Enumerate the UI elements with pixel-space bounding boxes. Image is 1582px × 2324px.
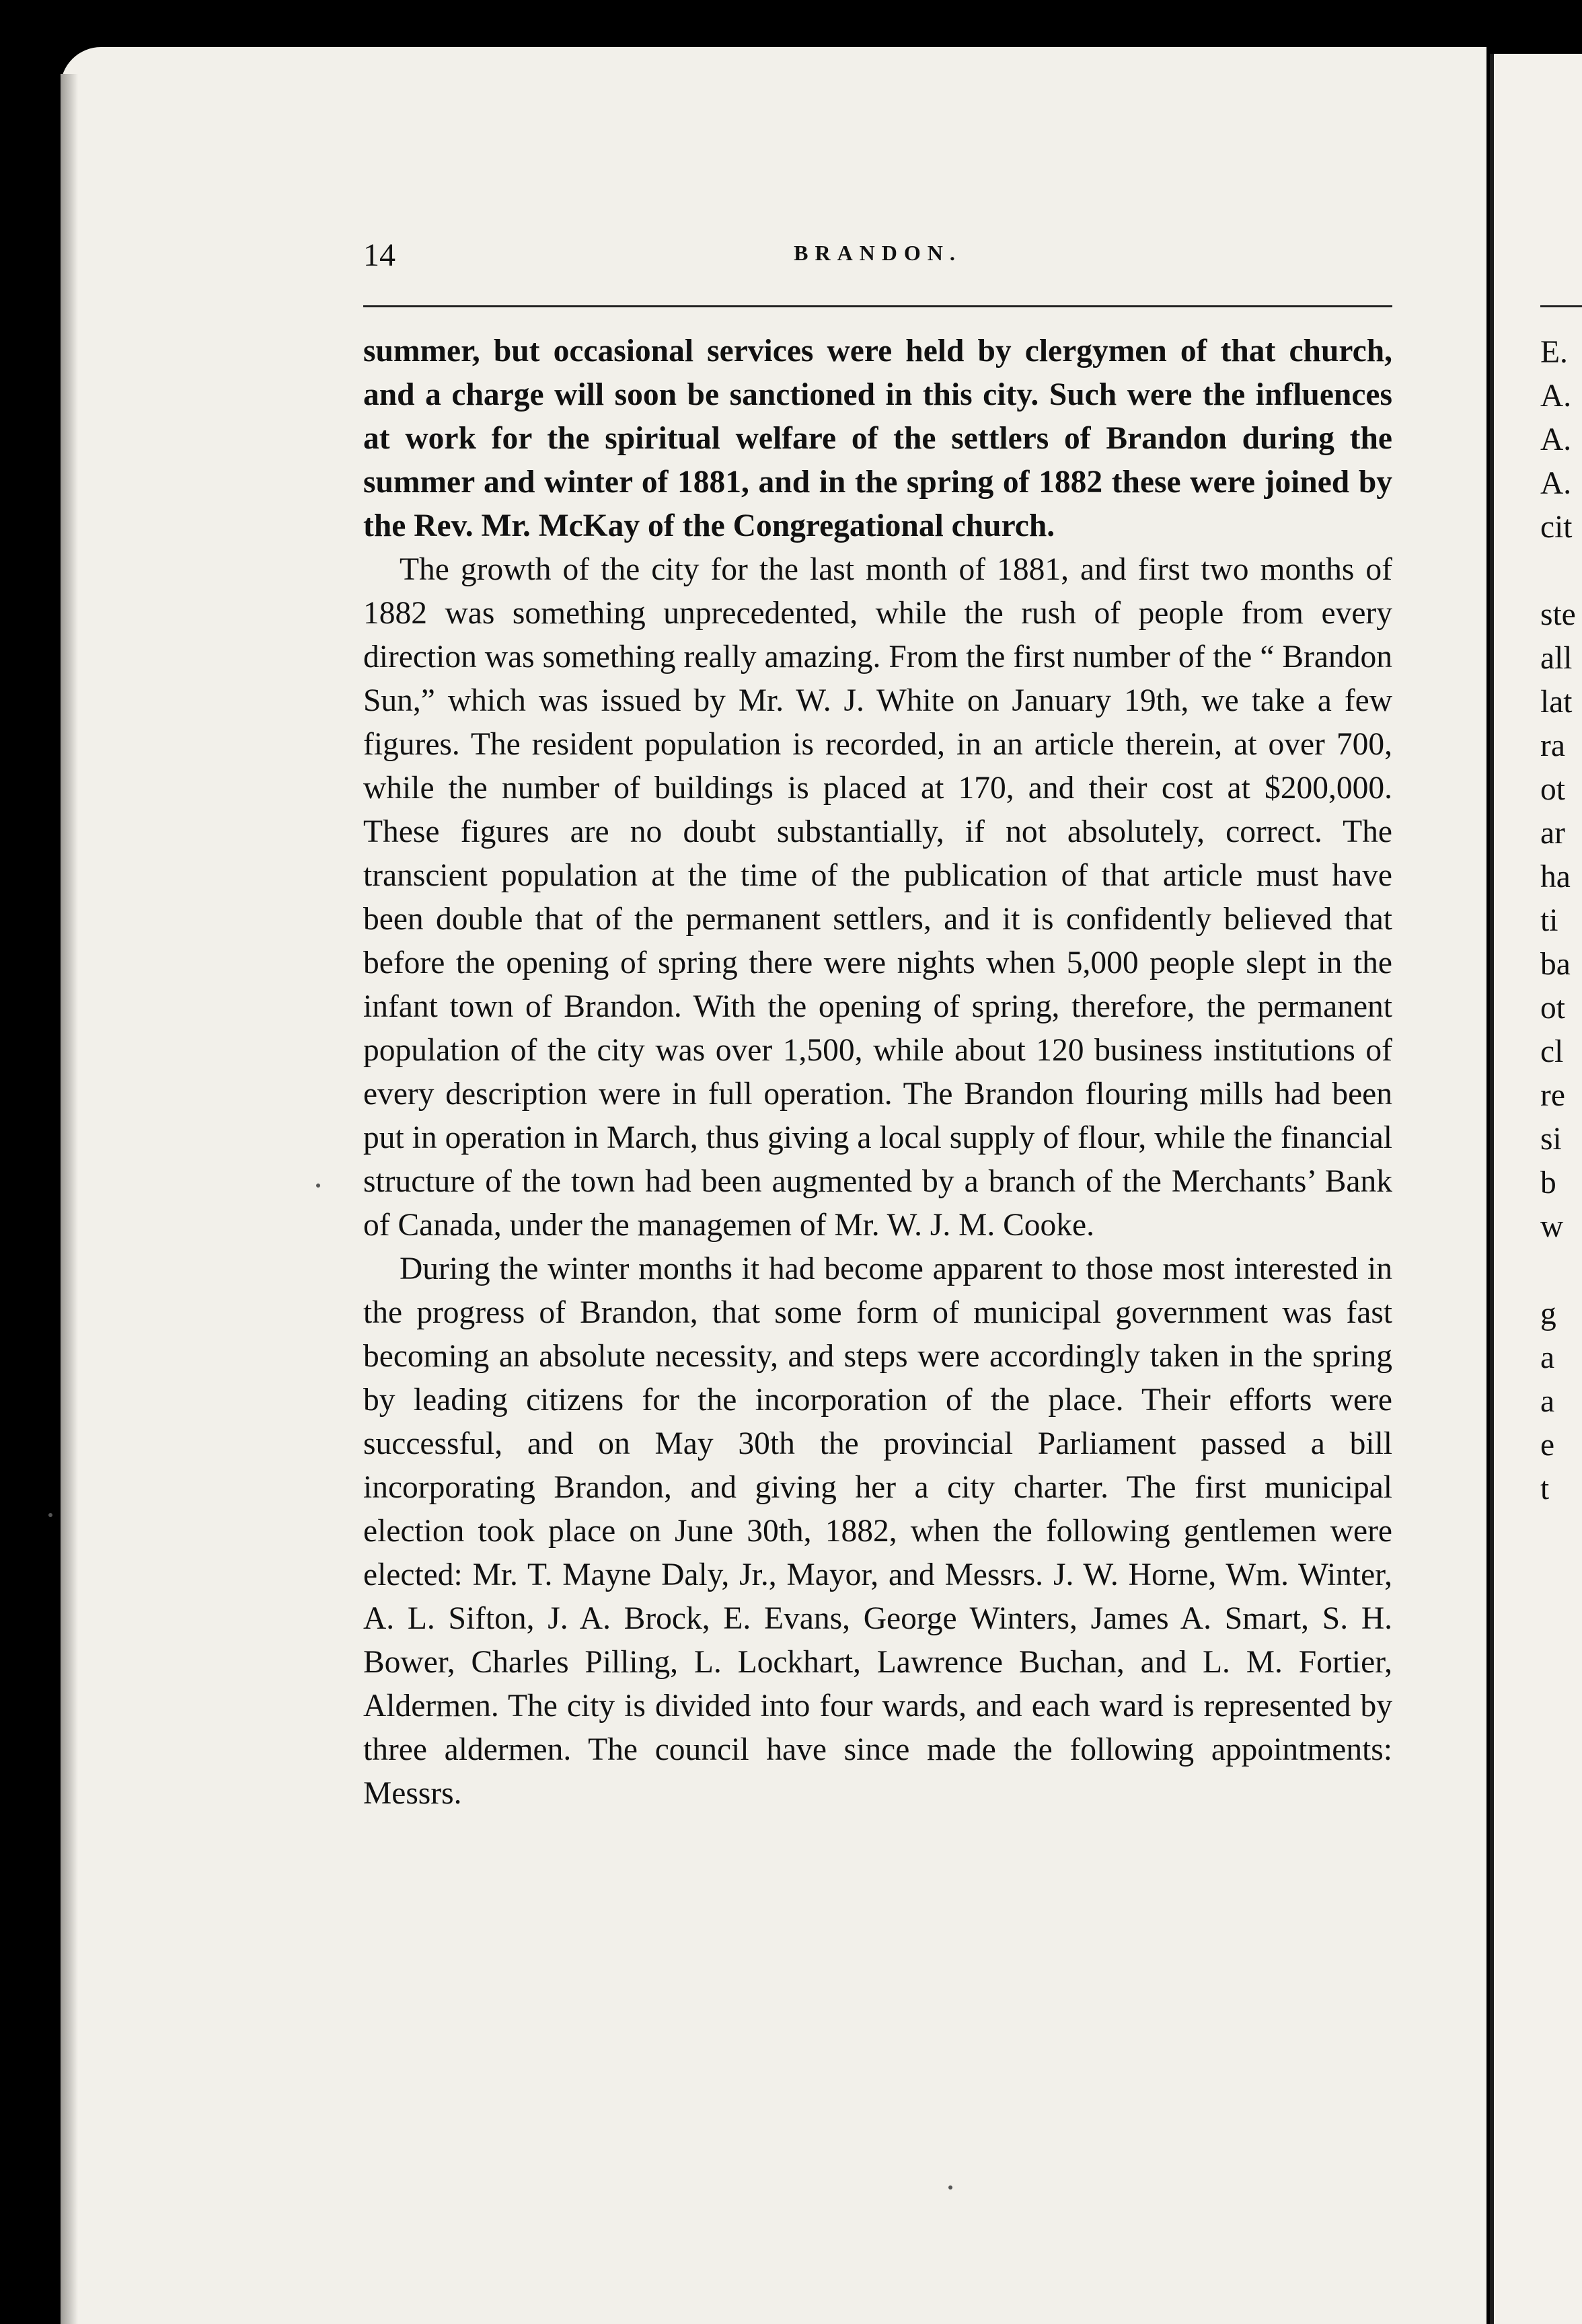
adjacent-page-text — [1540, 331, 1582, 1511]
fragment: cl — [1540, 1034, 1564, 1069]
fragment: ra — [1540, 728, 1565, 763]
paragraph-2: The growth of the city for the last month of 1881, and first two months of 1882 was something unprecedented, while the rush of people from every direction was something really amazing. From the first number of the “ Brandon Sun,” which was issued by Mr. W. J. White on January 19th, we take a few figures. The resident population is recorded, in an article therein, at over 700, while the number of buildings is placed at 170, and their cost at $200,000. These figures are no doubt substantially, if not absolutely, correct. The transcient population at the time of the publication of that article must have been double that of the permanent settlers, and it is confidently believed that before the opening of spring there were nights when 5,000 people slept in the infant town of Brandon. With the opening of spring, therefore, the permanent population of the city was over 1,500, while about 120 business institutions of every description were in full operation. The Brandon flouring mills had been put in operation in March, thus giving a local supply of flour, while the financial structure of the town had been augmented by a branch of the Merchants’ Bank of Canada, under the managemen of Mr. W. J. M. Cooke. — [363, 552, 1392, 1243]
paper-speck — [316, 1184, 320, 1188]
running-head — [363, 237, 1392, 277]
fragment: re — [1540, 1078, 1565, 1113]
fragment: ot — [1540, 772, 1565, 807]
header-rule — [363, 305, 1392, 307]
fragment: cit — [1540, 510, 1573, 545]
body-text — [363, 330, 1392, 1816]
fragment: b — [1540, 1165, 1556, 1200]
running-title: BRANDON. — [794, 241, 962, 265]
fragment: a — [1540, 1340, 1555, 1375]
fragment: g — [1540, 1296, 1556, 1331]
fragment: e — [1540, 1428, 1555, 1463]
fragment: A. — [1540, 379, 1572, 414]
fragment: si — [1540, 1122, 1562, 1157]
fragment: A. — [1540, 422, 1572, 457]
fragment: ot — [1540, 991, 1565, 1025]
fragment: all — [1540, 641, 1573, 676]
fragment — [1540, 549, 1582, 593]
fragment: A. — [1540, 466, 1572, 501]
fragment: ste — [1540, 597, 1576, 632]
fragment: w — [1540, 1209, 1564, 1244]
fragment: ha — [1540, 859, 1571, 894]
paragraph-3: During the winter months it had become apparent to those most interested in the progress of Brandon, that some form of municipal government was fast becoming an absolute necessity, and steps were accordingly taken in the spring by leading citizens for the incorporation of the place. Their efforts were successful, and on May 30th the provincial Parliament passed a bill incorporating Brandon, and giving her a city charter. The first municipal election took place on June 30th, 1882, when the following gentlemen were elected: Mr. T. Mayne Daly, Jr., Mayor, and Messrs. J. W. Horne, Wm. Winter, A. L. Sifton, J. A. Brock, E. Evans, George Winters, James A. Smart, S. H. Bower, Charles Pilling, L. Lockhart, Lawrence Buchan, and L. M. Fortier, Aldermen. The city is divided into four wards, and each ward is represented by three aldermen. The council have since made the following appointments: Messrs. — [363, 1251, 1392, 1811]
page-number: 14 — [363, 237, 396, 273]
paragraph-1: summer, but occasional services were held by clergymen of that church, and a charge will soon be sanctioned in this city. Such were the influences at work for the spiritual welfare of the settlers of Brandon during the summer and winter of 1881, and in the spring of 1882 these were joined by the Rev. Mr. McKay of the Congregational church. — [363, 334, 1392, 543]
fragment: t — [1540, 1471, 1550, 1506]
fragment: ba — [1540, 947, 1571, 982]
fragment: lat — [1540, 685, 1573, 720]
fragment: ti — [1540, 903, 1558, 938]
paper-speck — [48, 1513, 52, 1517]
fragment: ar — [1540, 816, 1565, 851]
paper-speck — [948, 2185, 952, 2190]
adjacent-page-rule — [1540, 305, 1582, 307]
fragment: a — [1540, 1384, 1555, 1419]
fragment: E. — [1540, 335, 1568, 370]
fragment — [1540, 1249, 1582, 1292]
